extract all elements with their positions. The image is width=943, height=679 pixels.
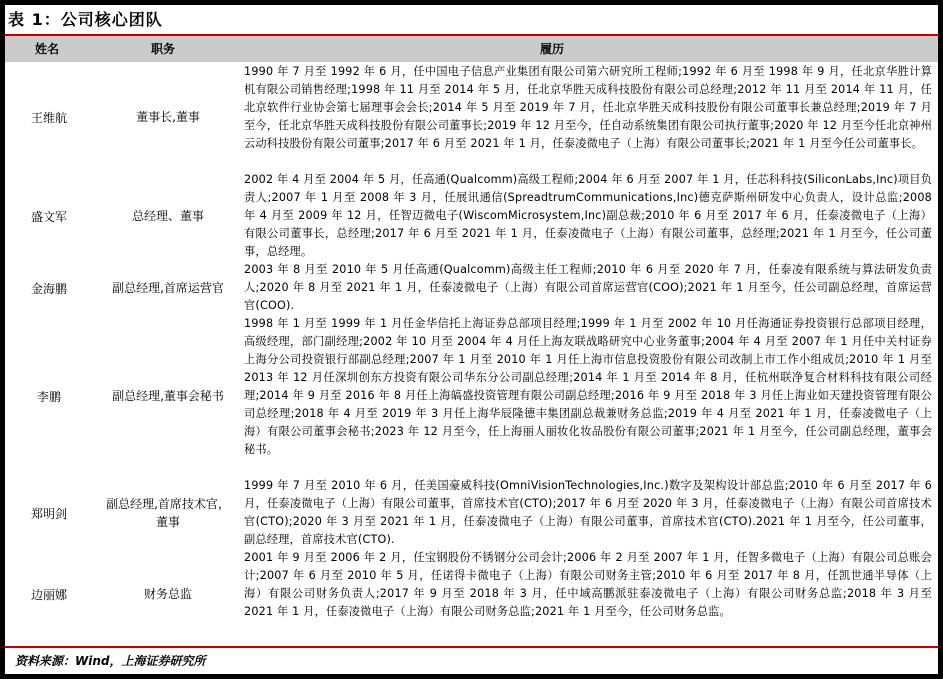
table-row xyxy=(5,63,938,171)
cell-role: 副总经理,首席技术官，董事 xyxy=(106,497,230,529)
cell-history: 1998 年 1 月至 1999 年 1 月任金华信托上海证券总部项目经理;1999 年 1 月至 2002 年 10 月任海通证券投资银行总部项目经理，高级经理，部门副经理;2002 年 10 月至 2004 年 4 月任上海友联战略研究中心业务董事;2004 年 4 月至 2007 年 1 月任中关村证券上海分公司投资银行部副总经理;2007 年 1 月至 2010 年 1 月任上海市信息投资股份有限公司改制上市工作小组成员;2010 年 1 月至 2013 年 12 月任深圳创东方投资有限公司华东分公司副总经理;2014 年 1 月至 2014 年 8 月，任杭州联净复合材料科技有限公司经理;2014 年 9 月至 2016 年 8 月任上海皜盛投资管理有限公司副总经理;2016 年 9 月至 2018 年 3 月任上海业如天建投资管理有限公司总经理;2018 年 4 月至 2019 年 3 月任上海华辰隆德丰集团副总裁兼财务总监;2019 年 4 月至 2021 年 1 月，任泰凌微电子（上海）有限公司董事会秘书;2023 年 12 月至今，任上海丽人丽妆化妆品股份有限公司董事;2021 年 1 月至今，任公司副总经理，董事会秘书。 xyxy=(244,317,932,456)
cell-name: 盛文军 xyxy=(30,209,67,224)
cell-name: 李鹏 xyxy=(36,389,61,404)
header-name: 姓名 xyxy=(35,42,60,56)
table-header xyxy=(5,36,938,62)
cell-role: 财务总监 xyxy=(143,587,192,601)
document-page xyxy=(5,5,938,674)
cell-history: 1999 年 7 月至 2010 年 6 月，任美国豪威科技(OmniVisionTechnologies,Inc.)数字及架构设计部总监;2010 年 6 月至 2017 年 6 月，任泰凌微电子（上海）有限公司董事，首席技术官(CTO);2017 年 6 月至 2020 年 3 月，任泰凌微电子（上海）有限公司首席技术官(CTO);2020 年 3 月至 2021 年 1 月，任泰凌微电子（上海）有限公司董事，首席技术官(CTO).2021 年 1 月至今，任公司董事，副总经理，首席技术官(CTO). xyxy=(244,479,932,546)
cell-role: 董事长,董事 xyxy=(136,110,200,124)
bottom-divider xyxy=(5,646,938,648)
table-row xyxy=(5,261,938,315)
cell-name: 王维航 xyxy=(30,110,67,125)
cell-name: 郑明剑 xyxy=(30,506,67,521)
table-row xyxy=(5,171,938,261)
header-history: 履历 xyxy=(540,42,565,56)
table-row xyxy=(5,315,938,477)
table-row xyxy=(5,477,938,549)
cell-role: 副总经理,首席运营官 xyxy=(112,281,224,295)
cell-history: 2001 年 9 月至 2006 年 2 月，任宝钢股份不锈钢分公司会计;2006 年 2 月至 2007 年 1 月，任智多微电子（上海）有限公司总账会计;2007 年 6 月至 2010 年 5 月，任诺得卡微电子（上海）有限公司财务主管;2010 年 6 月至 2017 年 8 月，任凯世通半导体（上海）有限公司财务负责人;2017 年 9 月至 2018 年 3 月，任中域高鹏派驻泰凌微电子（上海）有限公司财务总监;2018 年 3 月至 2021 年 1 月，任泰凌微电子（上海）有限公司财务总监;2021 年 1 月至今，任公司财务总监。 xyxy=(244,551,932,618)
table-body xyxy=(5,63,938,639)
cell-history: 2002 年 4 月至 2004 年 5 月，任高通(Qualcomm)高级工程师;2004 年 6 月至 2007 年 1 月，任芯科科技(SiliconLabs,Inc)项目负责人;2007 年 1 月至 2008 年 3 月，任展讯通信(SpreadtrumCommunications,Inc)德克萨斯州研发中心负责人，设计总监;2008 年 4 月至 2009 年 12 月，任智迈微电子(WiscomMicrosystem,Inc)副总裁;2010 年 6 月至 2017 年 6 月，任泰凌微电子（上海）有限公司董事长，总经理;2017 年 6 月至 2021 年 1 月，任泰凌微电子（上海）有限公司董事，总经理;2021 年 1 月至今，任公司董事，总经理。 xyxy=(244,173,932,258)
header-role: 职务 xyxy=(151,42,176,56)
cell-history: 2003 年 8 月至 2010 年 5 月任高通(Qualcomm)高级主任工程师;2010 年 6 月至 2020 年 7 月，任泰凌有限系统与算法研发负责人;2020 年 8 月至 2021 年 1 月，任泰凌微电子（上海）有限公司首席运营官(COO);2021 年 1 月至今，任公司副总经理，首席运营官(COO). xyxy=(244,263,932,312)
cell-name: 边丽娜 xyxy=(30,587,67,602)
cell-history: 1990 年 7 月至 1992 年 6 月，任中国电子信息产业集团有限公司第六研究所工程师;1992 年 6 月至 1998 年 9 月，任北京华胜计算机有限公司销售经理;1998 年 11 月至 2014 年 5 月，任北京华胜天成科技股份有限公司总经理;2012 年 11 月至 2014 年 11 月，任北京软件行业协会第七届理事会会长;2014 年 5 月至 2019 年 7 月，任北京华胜天成科技股份有限公司董事长兼总经理;2019 年 7 月至今，任北京华胜天成科技股份有限公司董事长;2019 年 12 月至今，任自动系统集团有限公司执行董事;2020 年 12 月至今任北京神州云动科技股份有限公司董事;2017 年 6 月至 2021 年 1 月，任泰凌微电子（上海）有限公司董事长;2021 年 1 月至今任公司董事长。 xyxy=(244,65,932,150)
source-note: 资料来源：Wind，上海证券研究所 xyxy=(15,654,206,668)
cell-role: 总经理、董事 xyxy=(131,209,204,223)
cell-name: 金海鹏 xyxy=(30,281,67,296)
table-title: 表 1：公司核心团队 xyxy=(8,10,163,29)
table-row xyxy=(5,549,938,639)
cell-role: 副总经理,董事会秘书 xyxy=(112,389,224,403)
